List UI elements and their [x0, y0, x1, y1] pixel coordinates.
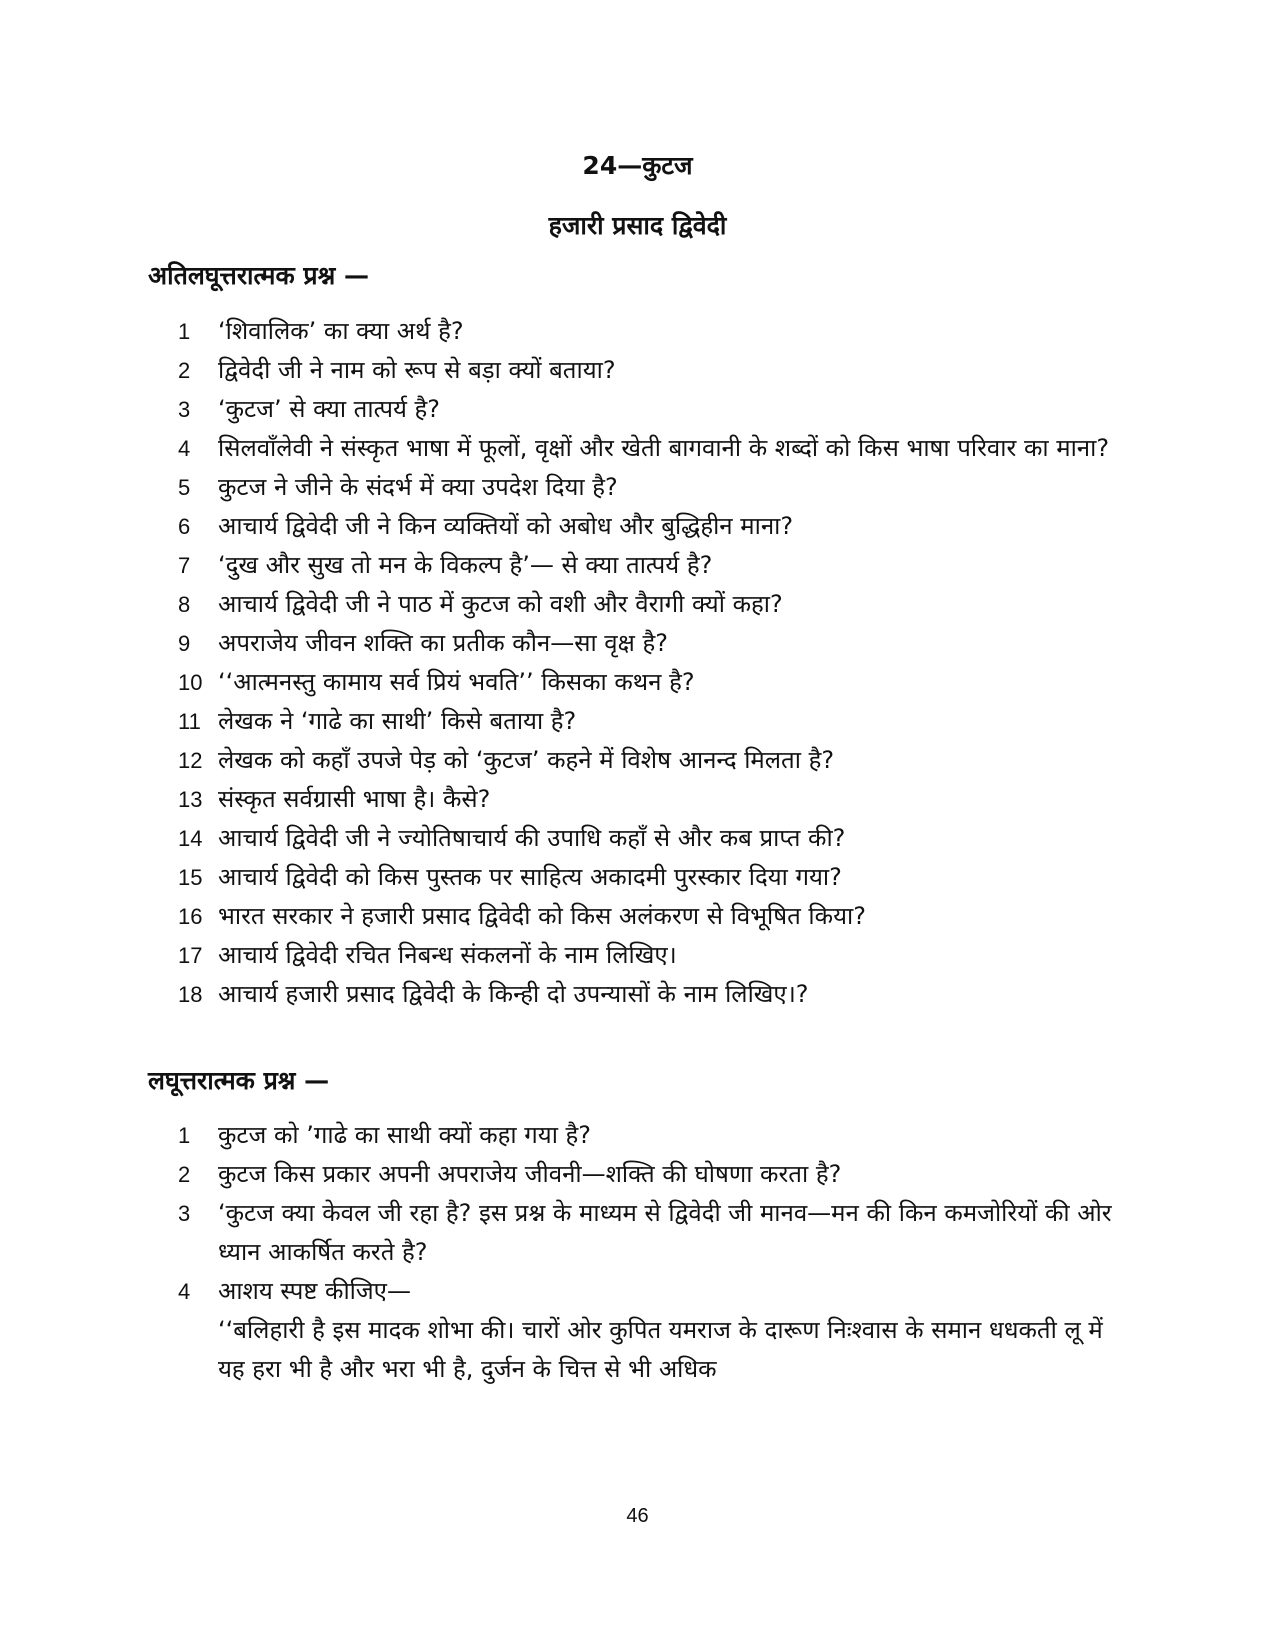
- question-number: 17: [178, 943, 203, 968]
- list-item: [178, 741, 1128, 780]
- list-item: [178, 819, 1128, 858]
- list-item: [178, 702, 1128, 741]
- list-item: [178, 780, 1128, 819]
- quote-text: ‘‘बलिहारी है इस मादक शोभा की। चारों ओर कुपित यमराज के दारूण निःश्वास के समान धधकती लू में यह हरा भी है और भरा भी है, दुर्जन के चित्त से भी अधिक: [218, 1316, 1103, 1383]
- question-text: आचार्य द्विवेदी जी ने पाठ में कुटज को वशी और वैरागी क्यों कहा?: [218, 590, 783, 618]
- list-item: [178, 546, 1128, 585]
- author-name: हजारी प्रसाद द्विवेदी: [548, 211, 727, 240]
- question-number: 4: [178, 1279, 191, 1304]
- list-item: [178, 975, 1128, 1014]
- question-number: 3: [178, 397, 191, 422]
- chapter-title: 24—कुटज: [582, 151, 693, 180]
- question-text: संस्कृत सर्वग्रासी भाषा है। कैसे?: [218, 785, 491, 813]
- short-question-list: [178, 1116, 1128, 1389]
- very-short-question-list: [178, 312, 1128, 1014]
- question-number: 11: [178, 709, 201, 734]
- question-text: ‘कुटज क्या केवल जी रहा है? इस प्रश्न के माध्यम से द्विवेदी जी मानव—मन की किन कमजोरियों की ओर ध्यान आकर्षित करते है?: [218, 1199, 1112, 1266]
- list-item: [178, 507, 1128, 546]
- list-item: [178, 1194, 1128, 1272]
- list-item: [178, 351, 1128, 390]
- question-number: 4: [178, 436, 191, 461]
- list-item: [178, 936, 1128, 975]
- page-number: 46: [626, 1505, 649, 1527]
- list-item: [178, 390, 1128, 429]
- list-item: [178, 468, 1128, 507]
- question-text: ‘दुख और सुख तो मन के विकल्प है’— से क्या तात्पर्य है?: [218, 551, 713, 579]
- question-number: 10: [178, 670, 203, 695]
- list-item: [178, 1155, 1128, 1194]
- question-text: सिलवाँलेवी ने संस्कृत भाषा में फूलों, वृक्षों और खेती बागवानी के शब्दों को किस भाषा परिवार का माना?: [218, 434, 1110, 462]
- question-number: 9: [178, 631, 191, 656]
- question-number: 12: [178, 748, 203, 773]
- question-text: लेखक ने ‘गाढे का साथी’ किसे बताया है?: [218, 707, 577, 735]
- question-text: आशय स्पष्ट कीजिए—: [218, 1277, 411, 1305]
- question-text: कुटज ने जीने के संदर्भ में क्या उपदेश दिया है?: [218, 473, 618, 501]
- list-item: [178, 858, 1128, 897]
- question-number: 15: [178, 865, 203, 890]
- list-item: [178, 429, 1128, 468]
- question-number: 5: [178, 475, 191, 500]
- question-text: द्विवेदी जी ने नाम को रूप से बड़ा क्यों बताया?: [218, 356, 616, 384]
- question-text: लेखक को कहाँ उपजे पेड़ को ‘कुटज’ कहने में विशेष आनन्द मिलता है?: [218, 746, 835, 774]
- section-heading-very-short-questions: अतिलघूत्तरात्मक प्रश्न —: [148, 261, 370, 290]
- question-text: आचार्य द्विवेदी को किस पुस्तक पर साहित्य अकादमी पुरस्कार दिया गया?: [218, 863, 842, 891]
- question-text: भारत सरकार ने हजारी प्रसाद द्विवेदी को किस अलंकरण से विभूषित किया?: [218, 902, 866, 930]
- question-number: 16: [178, 904, 203, 929]
- section-heading-short-questions: लघूत्तरात्मक प्रश्न —: [148, 1066, 330, 1095]
- question-text: आचार्य हजारी प्रसाद द्विवेदी के किन्ही दो उपन्यासों के नाम लिखिए।?: [218, 980, 809, 1008]
- quote-block: [178, 1311, 1128, 1389]
- list-item: [178, 663, 1128, 702]
- question-number: 8: [178, 592, 191, 617]
- question-number: 3: [178, 1201, 191, 1226]
- question-text: आचार्य द्विवेदी रचित निबन्ध संकलनों के नाम लिखिए।: [218, 941, 677, 969]
- list-item: [178, 1272, 1128, 1311]
- question-text: ‘‘आत्मनस्तु कामाय सर्व प्रियं भवति’’ किसका कथन है?: [218, 668, 695, 696]
- list-item: [178, 897, 1128, 936]
- question-number: 14: [178, 826, 203, 851]
- question-text: ‘शिवालिक’ का क्या अर्थ है?: [218, 317, 464, 345]
- list-item: [178, 624, 1128, 663]
- question-number: 18: [178, 982, 203, 1007]
- question-text: ‘कुटज’ से क्या तात्पर्य है?: [218, 395, 440, 423]
- question-number: 1: [178, 1123, 191, 1148]
- question-number: 2: [178, 358, 191, 383]
- question-text: कुटज को ’गाढे का साथी क्यों कहा गया है?: [218, 1121, 592, 1149]
- list-item: [178, 585, 1128, 624]
- question-number: 6: [178, 514, 191, 539]
- question-number: 7: [178, 553, 191, 578]
- question-number: 1: [178, 319, 191, 344]
- question-number: 2: [178, 1162, 191, 1187]
- question-text: आचार्य द्विवेदी जी ने किन व्यक्तियों को अबोध और बुद्धिहीन माना?: [218, 512, 794, 540]
- question-text: आचार्य द्विवेदी जी ने ज्योतिषाचार्य की उपाधि कहाँ से और कब प्राप्त की?: [218, 824, 846, 852]
- question-number: 13: [178, 787, 203, 812]
- question-text: कुटज किस प्रकार अपनी अपराजेय जीवनी—शक्ति की घोषणा करता है?: [218, 1160, 842, 1188]
- list-item: [178, 1116, 1128, 1155]
- list-item: [178, 312, 1128, 351]
- question-text: अपराजेय जीवन शक्ति का प्रतीक कौन—सा वृक्ष है?: [218, 629, 668, 657]
